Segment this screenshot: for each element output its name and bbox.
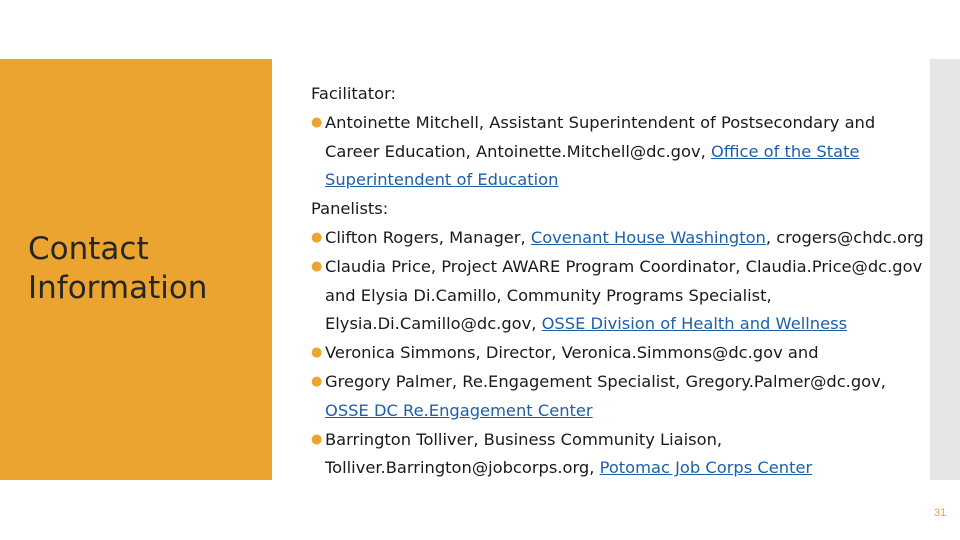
covenant-house-link[interactable]: Covenant House Washington: [530, 227, 766, 247]
panelist-text: Clifton Rogers, Manager,: [325, 227, 531, 247]
facilitator-line2: [325, 138, 931, 167]
panelist-email: Tolliver.Barrington@jobcorps.org,: [325, 458, 600, 478]
panelist-line1: Barrington Tolliver, Business Community Liaison,: [325, 429, 723, 449]
panelist-item-rogers: [311, 224, 931, 253]
osse-link-part1[interactable]: Office of the State: [710, 141, 860, 161]
facilitator-heading: Facilitator:: [311, 84, 396, 103]
panelists-heading: Panelists:: [311, 199, 389, 219]
panelist-item-simmons: [311, 339, 931, 368]
facilitator-contact: Career Education, Antoinette.Mitchell@dc.gov,: [325, 141, 711, 161]
panelist-line1: Gregory Palmer, Re.Engagement Specialist, Gregory.Palmer@dc.gov,: [325, 371, 886, 391]
slide-title-line2: Information: [28, 270, 208, 306]
panelist-item-price: [311, 253, 931, 339]
panelist-email: , crogers@chdc.org: [765, 227, 924, 247]
circle-bullet-icon: ●: [311, 114, 323, 130]
panelist-line2: [325, 454, 931, 483]
panelist-line: [325, 224, 931, 253]
slide-title-line1: Contact: [28, 231, 149, 267]
circle-bullet-icon: ●: [311, 373, 323, 389]
facilitator-item: [311, 109, 931, 195]
osse-health-wellness-link[interactable]: OSSE Division of Health and Wellness: [541, 314, 848, 334]
circle-bullet-icon: ●: [311, 258, 323, 274]
panelist-item-palmer: [311, 368, 931, 426]
osse-reengagement-link[interactable]: OSSE DC Re.Engagement Center: [325, 400, 593, 420]
slide-title: [28, 230, 268, 308]
panelist-line2: and Elysia Di.Camillo, Community Programs Specialist,: [325, 285, 772, 305]
contact-content: [311, 80, 931, 483]
panelist-line3: [325, 310, 931, 339]
panelist-line1: Claudia Price, Project AWARE Program Coordinator, Claudia.Price@dc.gov: [325, 256, 923, 276]
circle-bullet-icon: ●: [311, 345, 323, 361]
panelist-email: Elysia.Di.Camillo@dc.gov,: [325, 314, 542, 334]
panelist-line1: Veronica Simmons, Director, Veronica.Simmons@dc.gov and: [325, 343, 819, 363]
osse-link-part2[interactable]: Superintendent of Education: [325, 170, 559, 190]
page-number: 31: [934, 507, 947, 519]
panelist-line2: [325, 397, 931, 426]
circle-bullet-icon: ●: [311, 431, 323, 447]
panelist-item-tolliver: [311, 426, 931, 484]
potomac-job-corps-link[interactable]: Potomac Job Corps Center: [599, 458, 813, 478]
circle-bullet-icon: ●: [311, 229, 323, 245]
right-decorative-strip: [930, 59, 960, 480]
facilitator-line3: [325, 166, 931, 195]
facilitator-line1: Antoinette Mitchell, Assistant Superintendent of Postsecondary and: [325, 112, 876, 132]
